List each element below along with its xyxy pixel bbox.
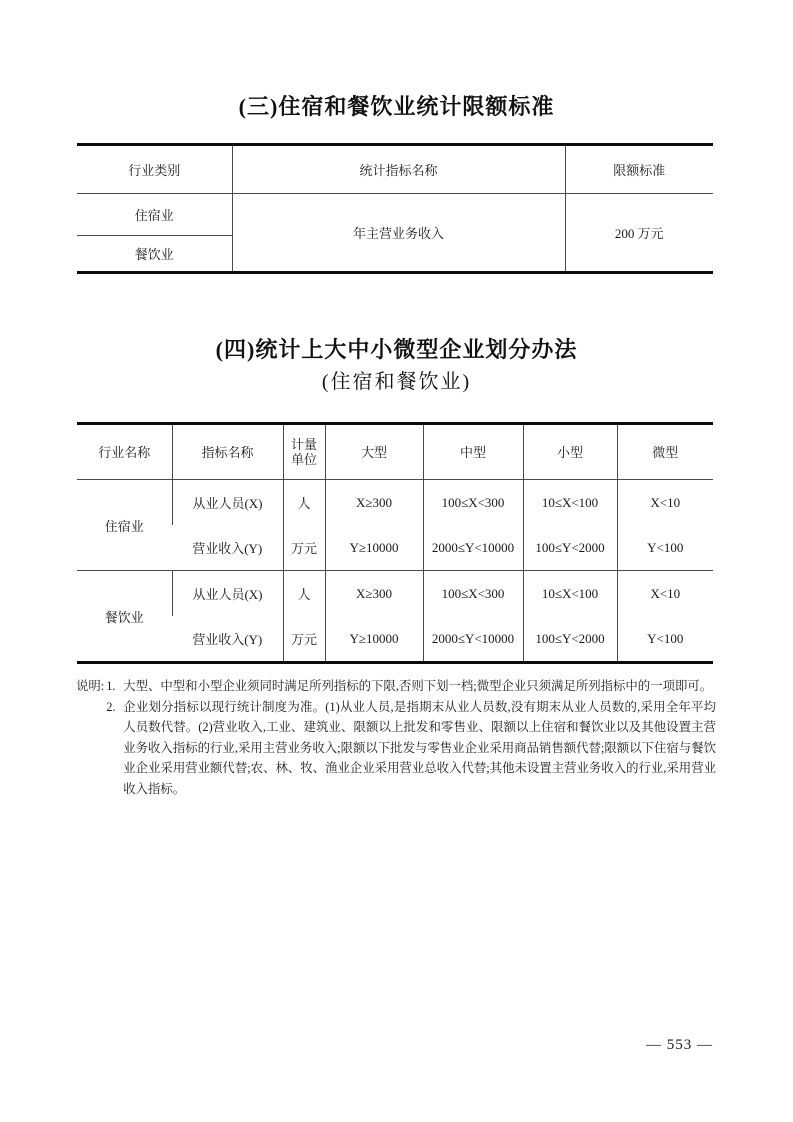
t2-cell-medium: 2000≤Y<10000 <box>423 616 523 663</box>
quota-standard-table <box>77 143 713 274</box>
table-row <box>77 194 713 236</box>
t1-header-indicator-name: 统计指标名称 <box>232 145 565 194</box>
t2-cell-small: 10≤X<100 <box>523 480 617 526</box>
page-number: — 553 — <box>646 1037 713 1053</box>
note-item <box>106 697 716 800</box>
t2-header-unit <box>283 424 325 480</box>
notes-label: 说明: <box>76 679 105 693</box>
table-row <box>77 571 713 617</box>
note-text: 企业划分指标以现行统计制度为准。(1)从业人员,是指期末从业人员数,没有期末从业人员数的,采用全年平均人员数代替。(2)营业收入,工业、建筑业、限额以上批发和零售业、限额以上住宿和餐饮业以及其他设置主营业务收入指标的行业,采用主营业务收入;限额以下批发与零售业企业采用商品销售额代替;限额以下住宿与餐饮业企业采用营业额代替;农、林、牧、渔业企业采用营业总收入代替;其他未设置主营业务收入的行业,采用营业收入指标。 <box>123 699 716 796</box>
note-text: 大型、中型和小型企业须同时满足所列指标的下限,否则下划一档;微型企业只须满足所列指标中的一项即可。 <box>123 679 713 693</box>
enterprise-size-table <box>77 422 713 664</box>
note-item <box>106 676 716 697</box>
t2-cell-medium: 100≤X<300 <box>423 480 523 526</box>
t2-cell-medium: 2000≤Y<10000 <box>423 525 523 571</box>
note-number: 2. <box>106 699 116 714</box>
t2-cell-small: 100≤Y<2000 <box>523 616 617 663</box>
t2-header-unit-line2: 单位 <box>290 452 317 467</box>
t1-header-quota-standard: 限额标准 <box>565 145 713 194</box>
notes-body <box>106 676 716 799</box>
t2-cell-industry-accommodation: 住宿业 <box>77 480 172 571</box>
t2-cell-small: 100≤Y<2000 <box>523 525 617 571</box>
t2-cell-indicator: 从业人员(X) <box>172 571 283 617</box>
t2-cell-large: Y≥10000 <box>325 525 423 571</box>
t1-cell-catering: 餐饮业 <box>134 247 174 262</box>
t2-cell-large: X≥300 <box>325 480 423 526</box>
t2-header-indicator-name: 指标名称 <box>172 424 283 480</box>
t2-cell-small: 10≤X<100 <box>523 571 617 617</box>
t2-cell-indicator: 营业收入(Y) <box>172 525 283 571</box>
t2-cell-medium: 100≤X<300 <box>423 571 523 617</box>
notes-block <box>76 676 716 799</box>
t2-header-industry-name: 行业名称 <box>77 424 172 480</box>
table-row <box>77 145 713 194</box>
t2-header-large: 大型 <box>325 424 423 480</box>
t2-cell-unit: 人 <box>283 571 325 617</box>
t1-cell-accommodation: 住宿业 <box>77 194 232 236</box>
t2-cell-micro: X<10 <box>617 480 713 526</box>
section3-title: (三)住宿和餐饮业统计限额标准 <box>238 94 555 119</box>
t2-cell-large: X≥300 <box>325 571 423 617</box>
note-number: 1. <box>106 679 116 693</box>
t2-header-micro: 微型 <box>617 424 713 480</box>
table-row <box>77 616 713 663</box>
t2-cell-large: Y≥10000 <box>325 616 423 663</box>
t2-cell-indicator: 营业收入(Y) <box>192 632 263 647</box>
t2-cell-micro: Y<100 <box>617 525 713 571</box>
t2-header-unit-line1: 计量 <box>290 437 317 452</box>
t2-cell-indicator: 从业人员(X) <box>172 480 283 526</box>
t2-cell-unit: 万元 <box>283 616 325 663</box>
table-row <box>77 525 713 571</box>
t2-cell-micro: X<10 <box>617 571 713 617</box>
table-row <box>77 480 713 526</box>
t2-header-small: 小型 <box>523 424 617 480</box>
t2-header-medium: 中型 <box>423 424 523 480</box>
t2-cell-industry-catering: 餐饮业 <box>104 609 144 625</box>
t1-cell-indicator: 年主营业务收入 <box>232 194 565 273</box>
t1-cell-standard: 200 万元 <box>565 194 713 273</box>
section4-title: (四)统计上大中小微型企业划分办法 <box>215 337 578 362</box>
t2-cell-unit: 万元 <box>283 525 325 571</box>
t2-cell-micro: Y<100 <box>617 616 713 663</box>
table-row <box>77 424 713 480</box>
t2-cell-unit: 人 <box>283 480 325 526</box>
t1-header-industry-category: 行业类别 <box>77 145 232 194</box>
section4-subtitle: (住宿和餐饮业) <box>321 371 472 393</box>
